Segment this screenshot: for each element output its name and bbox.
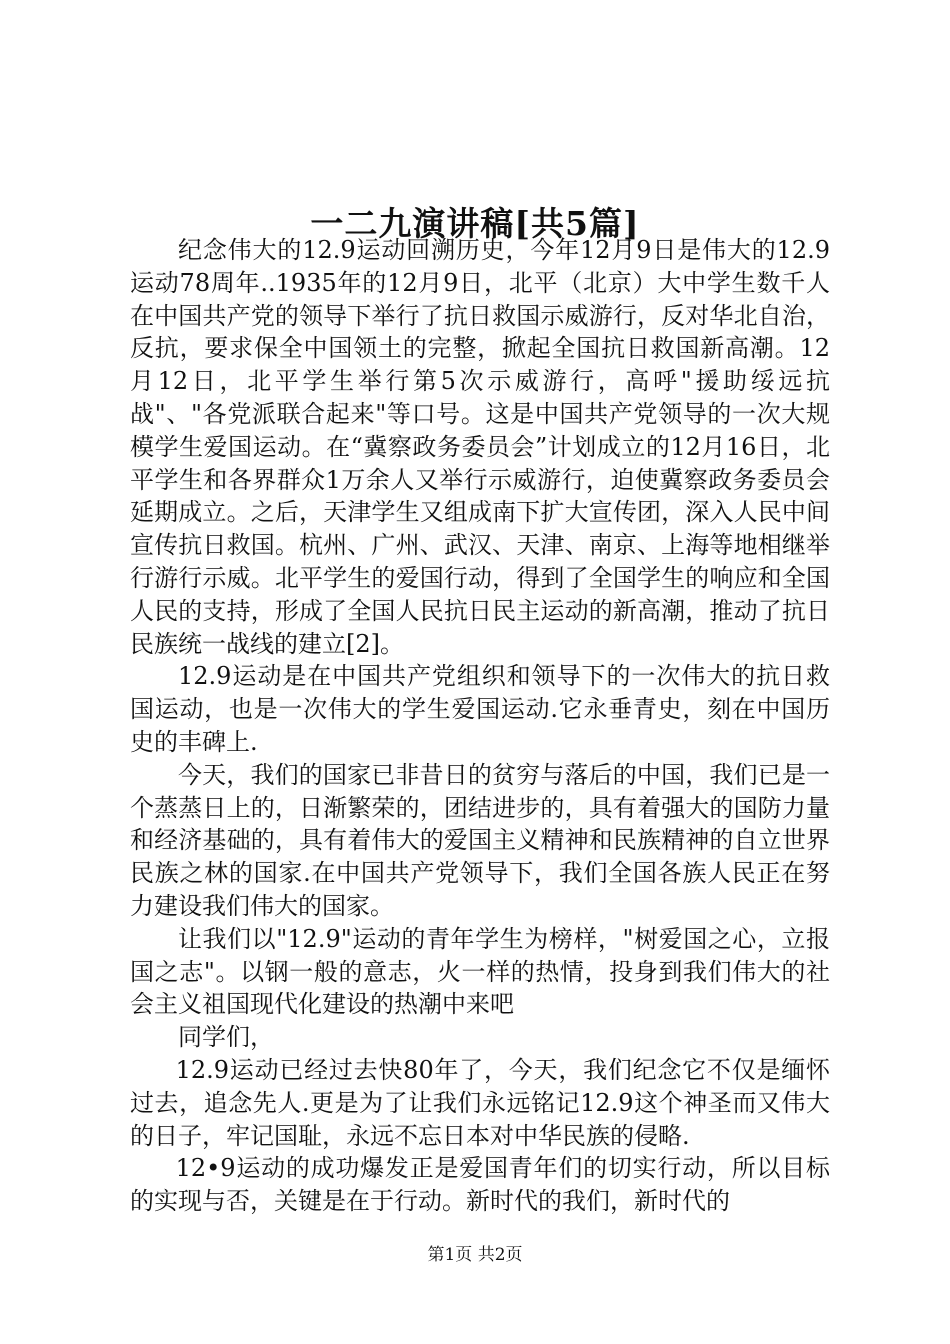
paragraph-3: 今天，我们的国家已非昔日的贫穷与落后的中国，我们已是一个蒸蒸日上的，日渐繁荣的，团结进步的，具有着强大的国防力量和经济基础的，具有着伟大的爱国主义精神和民族精神的自立世界民族之林的国家.在中国共产党领导下，我们全国各族人民正在努力建设我们伟大的国家。 xyxy=(130,760,830,920)
paragraph-7: 12•9运动的成功爆发正是爱国青年们的切实行动，所以目标的实现与否，关键是在于行动。新时代的我们，新时代的 xyxy=(130,1154,830,1216)
paragraph-6: 12.9运动已经过去快80年了，今天，我们纪念它不仅是缅怀过去，追念先人.更是为了让我们永远铭记12.9这个神圣而又伟大的日子，牢记国耻，永远不忘日本对中华民族的侵略. xyxy=(130,1055,830,1150)
document-title: 一二九演讲稿[共5篇] xyxy=(310,204,640,244)
paragraph-2: 12.9运动是在中国共产党组织和领导下的一次伟大的抗日救国运动，也是一次伟大的学生爱国运动.它永垂青史，刻在中国历史的丰碑上. xyxy=(130,662,830,756)
paragraph-1: 纪念伟大的12.9运动回溯历史，今年12月9日是伟大的12.9运动78周年..1935年的12月9日，北平（北京）大中学生数千人在中国共产党的领导下举行了抗日救国示威游行，反对华北自治，反抗，要求保全中国领土的完整，掀起全国抗日救国新高潮。12月12日，北平学生举行第5次示威游行，高呼"援助绥远抗战"、"各党派联合起来"等口号。这是中国共产党领导的一次大规模学生爱国运动。在“冀察政务委员会”计划成立的12月16日，北平学生和各界群众1万余人又举行示威游行，迫使冀察政务委员会延期成立。之后，天津学生又组成南下扩大宣传团，深入人民中间宣传抗日救国。杭州、广州、武汉、天津、南京、上海等地相继举行游行示威。北平学生的爱国行动，得到了全国学生的响应和全国人民的支持，形成了全国人民抗日民主运动的新高潮，推动了抗日民族统一战线的建立[2]。 xyxy=(130,236,830,658)
document-body xyxy=(130,234,830,1218)
page-number-footer: 第1页 共2页 xyxy=(427,1245,523,1265)
paragraph-5-salutation: 同学们， xyxy=(178,1023,274,1052)
paragraph-4: 让我们以"12.9"运动的青年学生为榜样，"树爱国之心，立报国之志"。以钢一般的意志，火一样的热情，投身到我们伟大的社会主义祖国现代化建设的热潮中来吧 xyxy=(130,924,830,1019)
